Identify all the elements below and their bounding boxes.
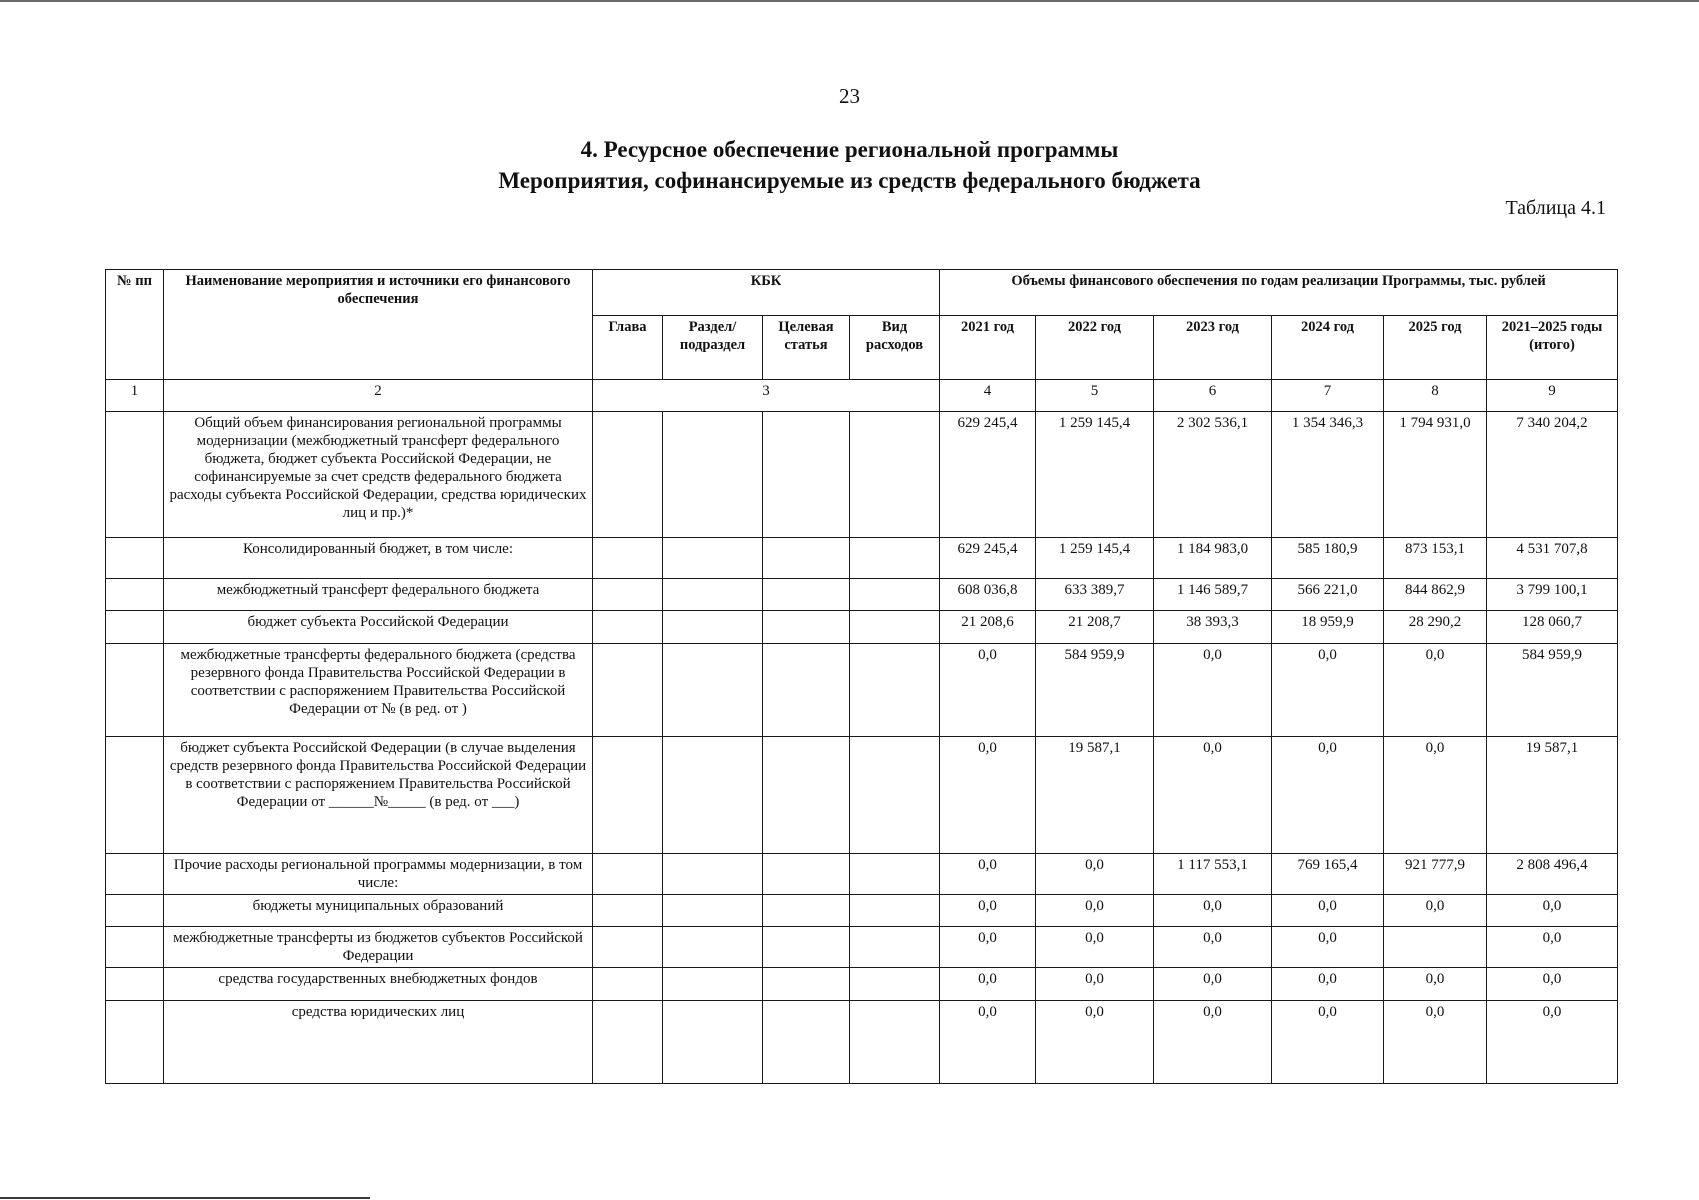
kbk-razdel-cell: [663, 968, 763, 1001]
kbk-tselevaya-cell: [763, 579, 850, 611]
value-2024-cell: 18 959,9: [1272, 611, 1384, 644]
kbk-tselevaya-cell: [763, 968, 850, 1001]
kbk-glava-cell: [593, 927, 663, 968]
row-name-cell: средства юридических лиц: [164, 1001, 593, 1084]
header-volumes: Объемы финансового обеспечения по годам реализации Программы, тыс. рублей: [940, 270, 1618, 316]
value-2024-cell: 1 354 346,3: [1272, 412, 1384, 538]
value-2025-cell: 844 862,9: [1384, 579, 1487, 611]
value-2022-cell: 0,0: [1036, 927, 1154, 968]
row-name-cell: бюджеты муниципальных образований: [164, 895, 593, 927]
title-line-2: Мероприятия, софинансируемые из средств федерального бюджета: [498, 168, 1201, 193]
kbk-vid-cell: [850, 968, 940, 1001]
row-number-cell: [106, 611, 164, 644]
kbk-glava-cell: [593, 1001, 663, 1084]
value-2024-cell: 0,0: [1272, 737, 1384, 854]
value-2024-cell: 769 165,4: [1272, 854, 1384, 895]
value-total-cell: 2 808 496,4: [1487, 854, 1618, 895]
column-index: 4: [940, 380, 1036, 412]
kbk-glava-cell: [593, 412, 663, 538]
kbk-razdel-cell: [663, 737, 763, 854]
header-total: 2021–2025 годы (итого): [1487, 316, 1618, 380]
value-2021-cell: 21 208,6: [940, 611, 1036, 644]
value-2023-cell: 1 184 983,0: [1154, 538, 1272, 579]
kbk-vid-cell: [850, 412, 940, 538]
kbk-vid-cell: [850, 579, 940, 611]
value-2025-cell: 873 153,1: [1384, 538, 1487, 579]
value-2025-cell: 28 290,2: [1384, 611, 1487, 644]
value-2021-cell: 608 036,8: [940, 579, 1036, 611]
table-label: Таблица 4.1: [1505, 197, 1606, 219]
kbk-vid-cell: [850, 854, 940, 895]
header-2023: 2023 год: [1154, 316, 1272, 380]
value-2022-cell: 584 959,9: [1036, 644, 1154, 737]
header-2025: 2025 год: [1384, 316, 1487, 380]
kbk-razdel-cell: [663, 895, 763, 927]
header-2021: 2021 год: [940, 316, 1036, 380]
value-2025-cell: 0,0: [1384, 895, 1487, 927]
row-number-cell: [106, 737, 164, 854]
column-index: 8: [1384, 380, 1487, 412]
kbk-glava-cell: [593, 644, 663, 737]
value-2024-cell: 0,0: [1272, 1001, 1384, 1084]
header-2022: 2022 год: [1036, 316, 1154, 380]
value-2025-cell: 0,0: [1384, 1001, 1487, 1084]
value-total-cell: 7 340 204,2: [1487, 412, 1618, 538]
value-2021-cell: 0,0: [940, 927, 1036, 968]
value-2024-cell: 0,0: [1272, 644, 1384, 737]
value-2025-cell: 0,0: [1384, 737, 1487, 854]
value-2023-cell: 2 302 536,1: [1154, 412, 1272, 538]
kbk-razdel-cell: [663, 1001, 763, 1084]
table-row: [106, 737, 1618, 854]
value-2025-cell: 1 794 931,0: [1384, 412, 1487, 538]
value-2024-cell: 566 221,0: [1272, 579, 1384, 611]
row-number-cell: [106, 1001, 164, 1084]
resource-table: [105, 269, 1618, 1084]
row-number-cell: [106, 927, 164, 968]
row-number-cell: [106, 412, 164, 538]
value-2022-cell: 1 259 145,4: [1036, 538, 1154, 579]
column-index: 1: [106, 380, 164, 412]
value-2021-cell: 629 245,4: [940, 412, 1036, 538]
header-row-1: [106, 270, 1618, 316]
header-vid: Вид расходов: [850, 316, 940, 380]
kbk-glava-cell: [593, 538, 663, 579]
kbk-glava-cell: [593, 737, 663, 854]
value-total-cell: 0,0: [1487, 927, 1618, 968]
value-2023-cell: 1 117 553,1: [1154, 854, 1272, 895]
value-2023-cell: 1 146 589,7: [1154, 579, 1272, 611]
kbk-tselevaya-cell: [763, 927, 850, 968]
value-total-cell: 0,0: [1487, 895, 1618, 927]
kbk-razdel-cell: [663, 644, 763, 737]
kbk-glava-cell: [593, 895, 663, 927]
value-total-cell: 3 799 100,1: [1487, 579, 1618, 611]
value-2024-cell: 0,0: [1272, 895, 1384, 927]
value-2023-cell: 0,0: [1154, 737, 1272, 854]
kbk-tselevaya-cell: [763, 412, 850, 538]
value-2023-cell: 0,0: [1154, 644, 1272, 737]
column-index: 3: [593, 380, 940, 412]
table-row: [106, 611, 1618, 644]
row-number-cell: [106, 538, 164, 579]
value-2025-cell: 0,0: [1384, 968, 1487, 1001]
kbk-tselevaya-cell: [763, 1001, 850, 1084]
row-number-cell: [106, 854, 164, 895]
row-number-cell: [106, 895, 164, 927]
value-2023-cell: 0,0: [1154, 895, 1272, 927]
page-number: 23: [839, 84, 860, 108]
value-2022-cell: 0,0: [1036, 854, 1154, 895]
kbk-razdel-cell: [663, 927, 763, 968]
table-row: [106, 579, 1618, 611]
value-2022-cell: 0,0: [1036, 1001, 1154, 1084]
kbk-glava-cell: [593, 854, 663, 895]
table-row: [106, 1001, 1618, 1084]
value-2022-cell: 0,0: [1036, 895, 1154, 927]
kbk-glava-cell: [593, 611, 663, 644]
value-2025-cell: 921 777,9: [1384, 854, 1487, 895]
value-2022-cell: 0,0: [1036, 968, 1154, 1001]
value-2024-cell: 585 180,9: [1272, 538, 1384, 579]
column-index: 9: [1487, 380, 1618, 412]
value-2021-cell: 0,0: [940, 895, 1036, 927]
table-row: [106, 412, 1618, 538]
table-row: [106, 927, 1618, 968]
column-index: 7: [1272, 380, 1384, 412]
table-row: [106, 538, 1618, 579]
table-row: [106, 895, 1618, 927]
row-name-cell: межбюджетный трансферт федерального бюджета: [164, 579, 593, 611]
kbk-razdel-cell: [663, 412, 763, 538]
header-num: № пп: [106, 270, 164, 380]
header-2024: 2024 год: [1272, 316, 1384, 380]
kbk-razdel-cell: [663, 579, 763, 611]
bottom-edge-rule: [0, 1197, 370, 1199]
value-2023-cell: 0,0: [1154, 968, 1272, 1001]
kbk-tselevaya-cell: [763, 611, 850, 644]
column-index: 6: [1154, 380, 1272, 412]
header-glava: Глава: [593, 316, 663, 380]
value-2022-cell: 21 208,7: [1036, 611, 1154, 644]
value-2025-cell: 0,0: [1384, 644, 1487, 737]
table-row: [106, 644, 1618, 737]
header-name: Наименование мероприятия и источники его финансового обеспечения: [164, 270, 593, 380]
row-number-cell: [106, 968, 164, 1001]
column-index-row: [106, 380, 1618, 412]
kbk-razdel-cell: [663, 611, 763, 644]
kbk-razdel-cell: [663, 538, 763, 579]
kbk-vid-cell: [850, 895, 940, 927]
value-2022-cell: 633 389,7: [1036, 579, 1154, 611]
row-name-cell: средства государственных внебюджетных фондов: [164, 968, 593, 1001]
value-2021-cell: 0,0: [940, 644, 1036, 737]
value-2021-cell: 0,0: [940, 968, 1036, 1001]
value-2023-cell: 0,0: [1154, 1001, 1272, 1084]
row-number-cell: [106, 579, 164, 611]
row-name-cell: бюджет субъекта Российской Федерации (в случае выделения средств резервного фонда Правительства Российской Федерации в соответствии с распоряжением Правительства Российской Федерации от ______№_____ (в ред. от ___): [164, 737, 593, 854]
value-2022-cell: 19 587,1: [1036, 737, 1154, 854]
top-edge-rule: [0, 0, 1699, 2]
value-total-cell: 584 959,9: [1487, 644, 1618, 737]
table-row: [106, 968, 1618, 1001]
section-title: [0, 134, 1699, 196]
row-name-cell: Общий объем финансирования региональной программы модернизации (межбюджетный трансферт федерального бюджета, бюджет субъекта Российской Федерации, не софинансируемые за счет средств федерального бюджета расходы субъекта Российской Федерации, средства юридических лиц и пр.)*: [164, 412, 593, 538]
kbk-razdel-cell: [663, 854, 763, 895]
kbk-glava-cell: [593, 579, 663, 611]
row-name-cell: межбюджетные трансферты из бюджетов субъектов Российской Федерации: [164, 927, 593, 968]
title-line-1: 4. Ресурсное обеспечение региональной программы: [580, 137, 1119, 162]
value-total-cell: 19 587,1: [1487, 737, 1618, 854]
header-tselevaya: Целевая статья: [763, 316, 850, 380]
value-2021-cell: 629 245,4: [940, 538, 1036, 579]
value-2021-cell: 0,0: [940, 737, 1036, 854]
row-name-cell: Прочие расходы региональной программы модернизации, в том числе:: [164, 854, 593, 895]
row-name-cell: межбюджетные трансферты федерального бюджета (средства резервного фонда Правительства Российской Федерации в соответствии с распоряжением Правительства Российской Федерации от № (в ред. от ): [164, 644, 593, 737]
kbk-tselevaya-cell: [763, 538, 850, 579]
row-name-cell: Консолидированный бюджет, в том числе:: [164, 538, 593, 579]
value-2023-cell: 38 393,3: [1154, 611, 1272, 644]
value-total-cell: 128 060,7: [1487, 611, 1618, 644]
kbk-tselevaya-cell: [763, 854, 850, 895]
value-2023-cell: 0,0: [1154, 927, 1272, 968]
row-name-cell: бюджет субъекта Российской Федерации: [164, 611, 593, 644]
column-index: 5: [1036, 380, 1154, 412]
kbk-tselevaya-cell: [763, 737, 850, 854]
value-2022-cell: 1 259 145,4: [1036, 412, 1154, 538]
value-total-cell: 0,0: [1487, 968, 1618, 1001]
kbk-vid-cell: [850, 737, 940, 854]
kbk-tselevaya-cell: [763, 895, 850, 927]
column-index: 2: [164, 380, 593, 412]
kbk-vid-cell: [850, 538, 940, 579]
kbk-vid-cell: [850, 927, 940, 968]
header-razdel: Раздел/ подраздел: [663, 316, 763, 380]
value-2021-cell: 0,0: [940, 854, 1036, 895]
value-total-cell: 4 531 707,8: [1487, 538, 1618, 579]
value-2024-cell: 0,0: [1272, 968, 1384, 1001]
value-2021-cell: 0,0: [940, 1001, 1036, 1084]
table-row: [106, 854, 1618, 895]
value-total-cell: 0,0: [1487, 1001, 1618, 1084]
kbk-vid-cell: [850, 1001, 940, 1084]
kbk-vid-cell: [850, 611, 940, 644]
header-kbk: КБК: [593, 270, 940, 316]
value-2025-cell: [1384, 927, 1487, 968]
kbk-glava-cell: [593, 968, 663, 1001]
kbk-tselevaya-cell: [763, 644, 850, 737]
value-2024-cell: 0,0: [1272, 927, 1384, 968]
kbk-vid-cell: [850, 644, 940, 737]
row-number-cell: [106, 644, 164, 737]
